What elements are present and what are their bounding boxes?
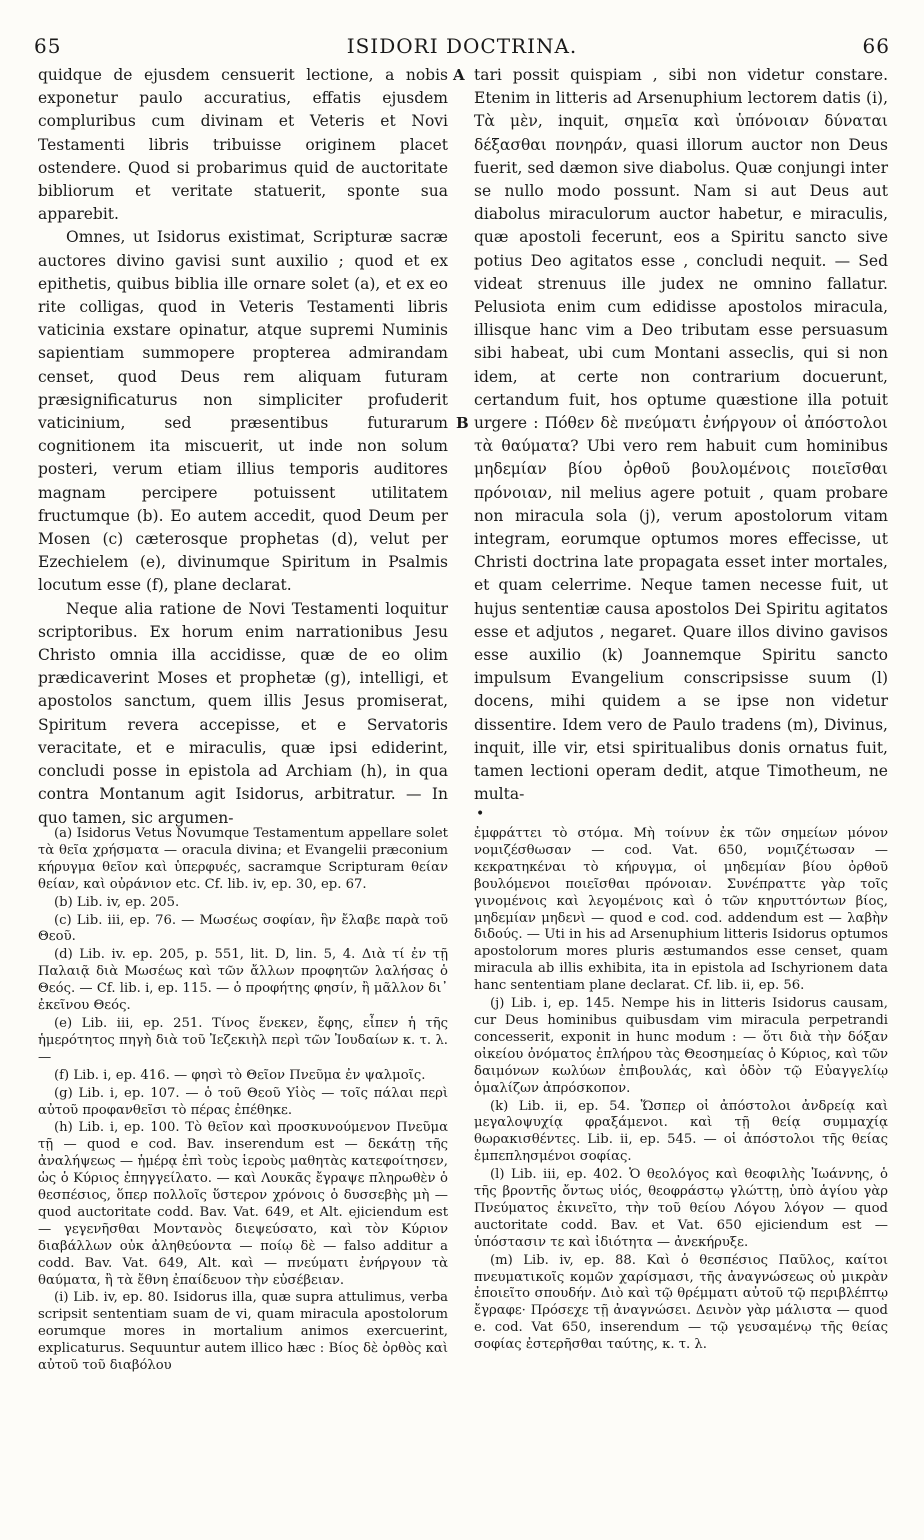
footnote-e: (e) Lib. iii, ep. 251. Τίνος ἕνεκεν, ἔφης, εἶπεν ἡ τῆς ἡμερότητος πηγὴ διὰ τοῦ Ἰεζεκιὴλ περὶ τῶν Ἰουδαίων κ. τ. λ. — [38, 1015, 448, 1065]
page-number-right: 66 [862, 34, 890, 58]
main-text-left-column [38, 64, 448, 830]
margin-marker-b: B [456, 414, 469, 432]
footnote-b: (b) Lib. iv, ep. 205. [54, 894, 180, 910]
separator-dot: • [476, 806, 485, 822]
margin-marker-a: A [453, 66, 465, 84]
footnote-c: (c) Lib. iii, ep. 76. — Μωσέως σοφίαν, ἣν ἔλαβε παρὰ τοῦ Θεοῦ. [38, 912, 448, 945]
footnotes-right-column [474, 826, 888, 1355]
footnote-j: (j) Lib. i, ep. 145. Nempe his in litteris Isidorus causam, cur Deus hominibus quibusdam vim miracula perpetrandi concesserit, exponit in hunc modum : — ὅτι διὰ τὴν δόξαν οἰκείου ὀνόματος ἐπλήρου τὰς Θεοσημείας ὁ Κύριος, καὶ τῶν δαιμόνων κωλύων ἐπιβουλάς, καὶ ὁδὸν τῷ Εὐαγγελίῳ ὁμαλίζων ἀπρόσκοπον. [474, 996, 888, 1096]
footnote-d: (d) Lib. iv. ep. 205, p. 551, lit. D, lin. 5, 4. Διὰ τί ἐν τῇ Παλαιᾷ διὰ Μωσέως καὶ τῶν ἄλλων προφητῶν λαλήσας ὁ Θεός. — Cf. lib. i, ep. 115. — ὁ προφήτης φησίν, ἢ μᾶλλον δι᾽ ἐκεῖνου Θεός. [38, 947, 448, 1014]
footnote-g: (g) Lib. i, ep. 107. — ὁ τοῦ Θεοῦ Υἱὸς — τοῖς πάλαι περὶ αὐτοῦ προφανθεῖσι τὸ πέρας ἐπέθηκε. [38, 1085, 448, 1118]
paragraph: quidque de ejusdem censuerit lectione, a nobis exponetur paulo accuratius, effatis ejusdem compluribus cum divinam et Veteris et Novi Testamenti libris tribuisse originem placet ostendere. Quod si probarimus quid de auctoritate bibliorum et veritate statuerit, sponte sua apparebit. [38, 66, 448, 224]
main-text-right-column [474, 64, 888, 807]
paragraph: Omnes, ut Isidorus existimat, Scripturæ sacræ auctores divino gavisi sunt auxilio ; quod et ex epithetis, quibus biblia ille ornare solet (a), et ex eo rite colligas, quod in Veteris Testamenti libris vaticinia exstare opinatur, atque supremi Numinis sapientiam summopere propterea admirandam censet, quod Deus rem aliquam futuram præsignificaturus non simpliciter profuderit vaticinium, sed præsentibus futurarum cognitionem ita miscuerit, ut inde non solum posteri, verum etiam illius temporis auditores magnam percipere potuissent utilitatem fructumque (b). Eo autem accedit, quod Deum per Mosen (c) cæterosque prophetas (d), velut per Ezechielem (e), divinumque Spiritum in Psalmis locutum esse (f), plane declarat. [38, 228, 448, 595]
footnote-f: (f) Lib. i, ep. 416. — φησὶ τὸ Θεῖον Πνεῦμα ἐν ψαλμοῖς. [54, 1067, 426, 1083]
footnote-i-continued: ἐμφράττει τὸ στόμα. Μὴ τοίνυν ἐκ τῶν σημείων μόνον νομιζέσθωσαν — cod. Vat. 650, νομιζέτωσαν — κεκρατηκέναι τὸ κήρυγμα, οἱ μηδεμίαν βίου ὀρθοῦ βουλόμενοι ποιεῖσθαι πρόνοιαν. Συνέπραττε γὰρ τοῖς γινομένοις καὶ λεγομένοις καὶ ὁ τῶν κηρυττόντων βίος, μηδεμίαν μηδενὶ — quod e cod. cod. addendum est — λαβὴν διδούς. — Uti in his ad Arsenuphium litteris Isidorus optumos apostolorum mores pluris æstumandos esse censet, quam miracula ab illis exhibita, ita in epistola ad Ischyrionem data hanc sententiam plane declarat. Cf. lib. ii, ep. 56. [474, 826, 888, 994]
page-number-left: 65 [34, 34, 62, 58]
running-title: ISIDORI DOCTRINA. [346, 34, 578, 58]
paragraph: tari possit quispiam , sibi non videtur constare. Etenim in litteris ad Arsenuphium lectorem datis (i), Τὰ μὲν, inquit, σημεῖα καὶ ὑπόνοιαν δύναται δέξασθαι πονηράν, quasi illorum auctor non Deus fuerit, sed dæmon sive diabolus. Quæ conjungi inter se nullo modo possunt. Nam si aut Deus aut diabolus miraculorum auctor habetur, e miraculis, quæ apostoli fecerunt, eos a Spiritu sancto sive potius Deo agitatos esse , concludi nequit. — Sed videat strenuus ille judex ne omnino fallatur. Pelusiota enim cum edidisse apostolos miracula, illisque hanc vim a Deo tributam esse persuasum sibi habeat, ubi cum Montani asseclis, qui si non idem, at certe non contrarium docuerunt, certandum fuit, hos optume quæstione illa potuit urgere : Πόθεν δὲ πνεύματι ἐνήργουν οἱ ἀπόστολοι τὰ θαύματα? Ubi vero rem habuit cum hominibus μηδεμίαν βίου ὀρθοῦ βουλομένοις ποιεῖσθαι πρόνοιαν, nil melius agere potuit , quam probare non miracula sola (j), verum apostolorum vitam integram, eorumque optumos mores effecisse, ut Christi doctrina late propagata esset inter mortales, et quam celerrime. Neque tamen necesse fuit, ut hujus sententiæ causa apostolos Dei Spiritu agitatos esse et adjutos , negaret. Quare illos divino gavisos esse auxilio (k) Joannemque Spiritu sancto impulsum Evangelium conscripsisse suum (l) docens, mihi quidem a se ipse non videtur dissentire. Idem vero de Paulo tradens (m), Divinus, inquit, ille vir, etsi spiritualibus donis ornatus fuit, tamen lectioni operam dedit, atque Timotheum, ne multa- [474, 66, 888, 804]
footnote-m: (m) Lib. iv, ep. 88. Καὶ ὁ θεσπέσιος Παῦλος, καίτοι πνευματικοῖς κομῶν χαρίσμασι, τῆς ἀναγνώσεως οὐ μικρὰν ἐποιεῖτο σπουδήν. Διὸ καὶ τῷ θρέμματι αὐτοῦ τῷ περιβλέπτῳ ἔγραφε· Πρόσεχε τῇ ἀναγνώσει. Δεινὸν γὰρ μάλιστα — quod e. cod. Vat 650, inserendum — τῷ γευσαμένῳ τῆς θείας σοφίας ἐστερῆσθαι ταύτης, κ. τ. λ. [474, 1252, 888, 1353]
footnote-i: (i) Lib. iv, ep. 80. Isidorus illa, quæ supra attulimus, verba scripsit sententiam suam de vi, quam miracula apostolorum eorumque mores in mortalium animos exercuerint, explicaturus. Sequuntur autem illico hæc : Βίος δὲ ὀρθὸς καὶ αὐτοῦ τοῦ διαβόλου [38, 1290, 448, 1374]
footnote-a: (a) Isidorus Vetus Novumque Testamentum appellare solet τὰ θεῖα χρήσματα — oracula divina; et Evangelii præconium κήρυγμα θεῖον καὶ ὑπερφυές, sacramque Scripturam θείαν θείαν, καὶ οὐράνιον etc. Cf. lib. iv, ep. 30, ep. 67. [38, 826, 448, 892]
footnote-k: (k) Lib. ii, ep. 54. Ὥσπερ οἱ ἀπόστολοι ἀνδρείᾳ καὶ μεγαλοψυχίᾳ φραξάμενοι. καὶ τῇ θείᾳ συμμαχίᾳ θωρακισθέντες. Lib. ii, ep. 545. — οἱ ἀπόστολοι τῆς θείας ἐμπεπλησμένοι σοφίας. [474, 1098, 888, 1165]
running-header [34, 34, 890, 60]
footnotes-left-column [38, 826, 448, 1376]
footnote-l: (l) Lib. iii, ep. 402. Ὁ θεολόγος καὶ θεοφιλὴς Ἰωάννης, ὁ τῆς βροντῆς ὄντως υἱός, θεοφράστῳ γλώττῃ, ὑπὸ ἁγίου γὰρ Πνεύματος ἐκινεῖτο, τὴν τοῦ θείου Λόγου λόγον — quod auctoritate codd. Bav. et Vat. 650 ejiciendum est — ὑπόστασιν τε καὶ ἰδιότητα — ἀνεκήρυξε. [474, 1167, 888, 1250]
footnote-h: (h) Lib. i, ep. 100. Τὸ θεῖον καὶ προσκυνούμενον Πνεῦμα τῇ — quod e cod. Bav. inserendum est — δεκάτῃ τῆς ἀναλήψεως — ἡμέρᾳ ἐπὶ τοὺς ἱεροὺς μαθητὰς κατεφοίτησεν, ὡς ὁ Κύριος ἐπηγγείλατο. — καὶ Λουκᾶς ἔγραψε πληρωθὲν ὁ θεσπέσιος, ὅπερ πολλοῖς ὕστερον χρόνοις ὁ δυσσεβὴς μὴ — quod auctoritate codd. Bav. Vat. 649, et Alt. ejiciendum est — γεγενῆσθαι Μοντανὸς διεψεύσατο, καὶ τὸν Κύριον διαβάλλων οὐκ ἀληθεύοντα — ποίῳ δὲ — falso additur a codd. Bav. Vat. 649, Alt. καὶ — πνεύματι ἐνήργουν τὰ θαύματα, ἢ τὰ ἔθνη ἐπαίδευον τὴν εὐσέβειαν. [38, 1120, 448, 1288]
paragraph: Neque alia ratione de Novi Testamenti loquitur scriptoribus. Ex horum enim narrationibus Jesu Christo omnia illa accidisse, quæ de eo olim prædicaverint Moses et prophetæ (g), intelligi, et apostolos sanctum, quem illis Jesus promiserat, Spiritum revera accepisse, et e Servatoris veracitate, et e miraculis, quæ ipsi ediderint, concludi posse in epistola ad Archiam (h), in qua contra Montanum agit Isidorus, arbitratur. — In quo tamen, sic argumen- [38, 599, 448, 827]
